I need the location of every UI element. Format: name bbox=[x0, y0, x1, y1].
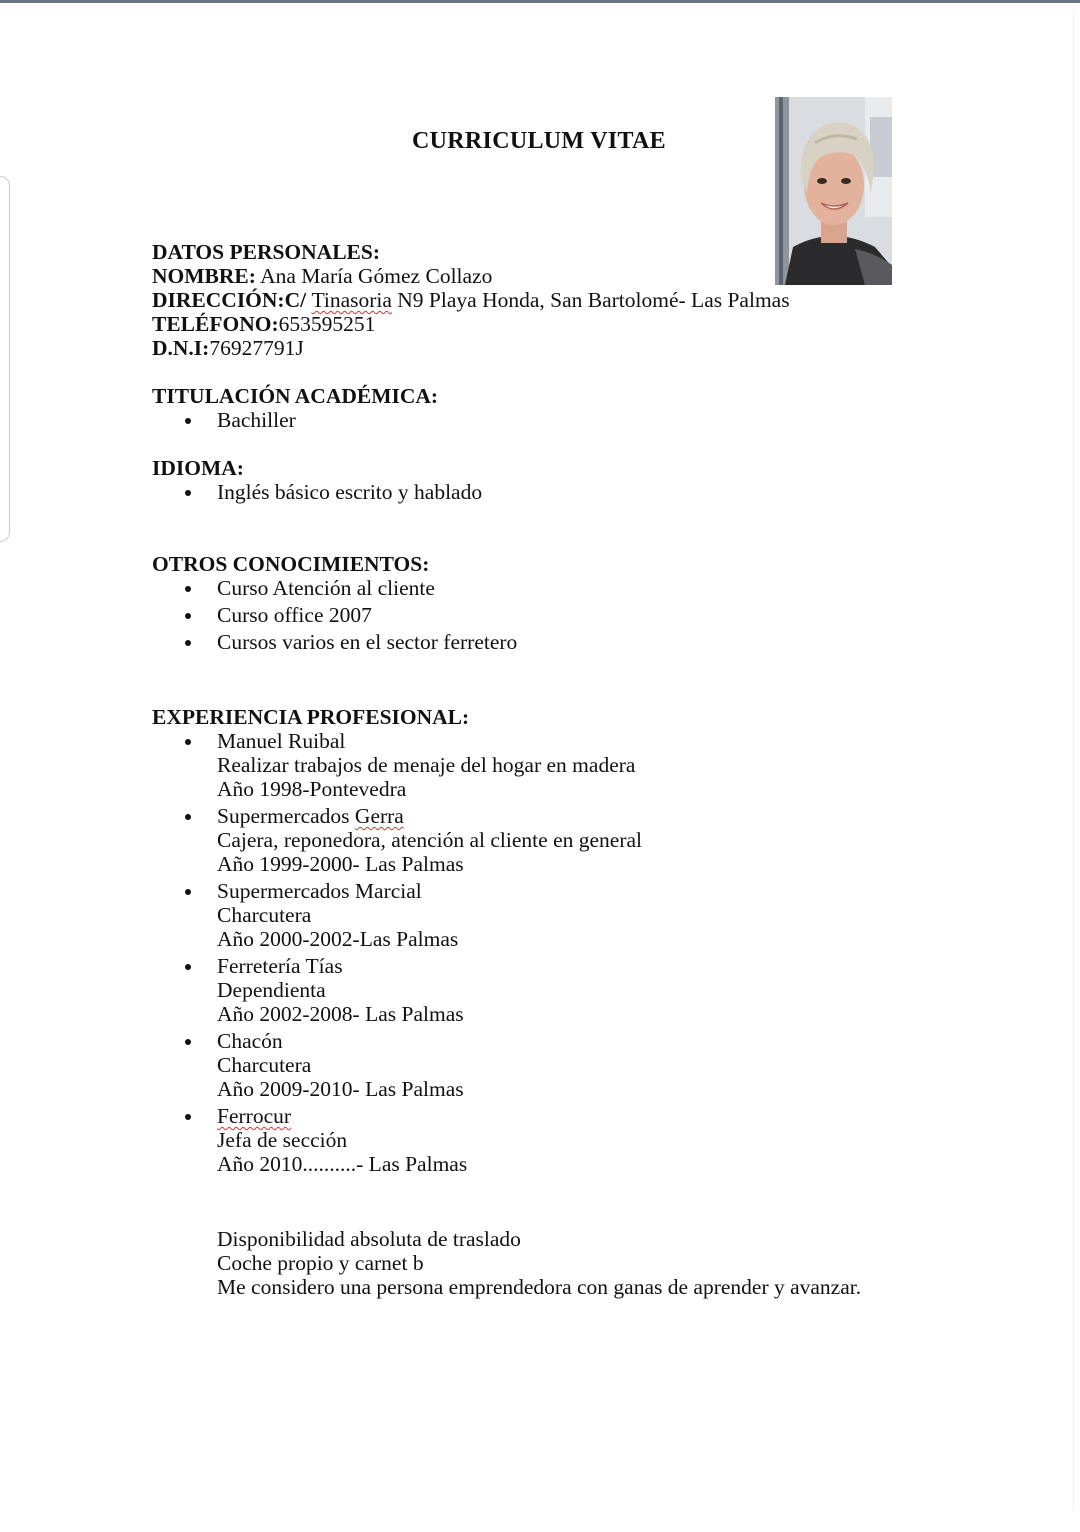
name-value: Ana María Gómez Collazo bbox=[255, 264, 493, 288]
job-company: Ferretería Tías bbox=[217, 954, 343, 978]
bullet-icon bbox=[185, 586, 191, 592]
job-company: Chacón bbox=[217, 1029, 283, 1053]
closing-line: Coche propio y carnet b bbox=[217, 1251, 424, 1275]
other-list bbox=[152, 576, 1012, 654]
job-period: Año 2002-2008- Las Palmas bbox=[217, 1002, 464, 1026]
name-row bbox=[152, 264, 1012, 288]
academic-list bbox=[152, 408, 1012, 432]
job-company: Manuel Ruibal bbox=[217, 729, 346, 753]
bullet-icon bbox=[185, 490, 191, 496]
bullet-icon bbox=[185, 613, 191, 619]
address-prefix: C/ bbox=[284, 288, 312, 312]
personal-section bbox=[152, 240, 1012, 360]
other-heading: OTROS CONOCIMIENTOS: bbox=[152, 552, 430, 576]
cv-content bbox=[152, 240, 1012, 1299]
address-label: DIRECCIÓN: bbox=[152, 288, 285, 312]
phone-row bbox=[152, 312, 1012, 336]
bullet-icon bbox=[185, 739, 191, 745]
closing-notes bbox=[152, 1227, 1012, 1299]
job-period: Año 1998-Pontevedra bbox=[217, 777, 407, 801]
job-period: Año 1999-2000- Las Palmas bbox=[217, 852, 464, 876]
dni-row bbox=[152, 336, 1012, 360]
job-company: Supermercados Gerra bbox=[217, 804, 404, 828]
page-edge bbox=[1073, 10, 1074, 1510]
job-period: Año 2009-2010- Las Palmas bbox=[217, 1077, 464, 1101]
list-item: Cursos varios en el sector ferretero bbox=[152, 630, 1012, 654]
bullet-icon bbox=[185, 1114, 191, 1120]
list-item: Curso office 2007 bbox=[152, 603, 1012, 627]
address-row bbox=[152, 288, 1012, 312]
experience-heading: EXPERIENCIA PROFESIONAL: bbox=[152, 705, 470, 729]
academic-heading: TITULACIÓN ACADÉMICA: bbox=[152, 384, 439, 408]
job-item bbox=[152, 1029, 1012, 1101]
address-street: Tinasoria bbox=[311, 288, 392, 312]
list-item: Bachiller bbox=[152, 408, 1012, 432]
language-heading: IDIOMA: bbox=[152, 456, 244, 480]
dni-label: D.N.I: bbox=[152, 336, 210, 360]
bullet-icon bbox=[185, 418, 191, 424]
job-item bbox=[152, 729, 1012, 801]
address-rest: N9 Playa Honda, San Bartolomé- Las Palmas bbox=[391, 288, 790, 312]
phone-label: TELÉFONO: bbox=[152, 312, 279, 336]
job-company: Ferrocur bbox=[217, 1104, 292, 1128]
closing-line: Me considero una persona emprendedora con ganas de aprender y avanzar. bbox=[217, 1275, 862, 1299]
job-period: Año 2000-2002-Las Palmas bbox=[217, 927, 459, 951]
language-list bbox=[152, 480, 1012, 504]
job-role: Charcutera bbox=[217, 1053, 312, 1077]
bullet-icon bbox=[185, 640, 191, 646]
closing-line: Disponibilidad absoluta de traslado bbox=[217, 1227, 521, 1251]
job-period: Año 2010..........- Las Palmas bbox=[217, 1152, 468, 1176]
academic-section bbox=[152, 384, 1012, 432]
job-role: Realizar trabajos de menaje del hogar en madera bbox=[217, 753, 636, 777]
document-title: CURRICULUM VITAE bbox=[412, 128, 666, 154]
personal-heading: DATOS PERSONALES: bbox=[152, 240, 380, 264]
dni-value: 76927791J bbox=[209, 336, 304, 360]
bullet-icon bbox=[185, 964, 191, 970]
job-item bbox=[152, 1104, 1012, 1176]
job-company: Supermercados Marcial bbox=[217, 879, 422, 903]
job-role: Cajera, reponedora, atención al cliente en general bbox=[217, 828, 642, 852]
side-panel-handle[interactable] bbox=[0, 176, 10, 542]
phone-value: 653595251 bbox=[278, 312, 376, 336]
job-role: Dependienta bbox=[217, 978, 326, 1002]
list-item: Inglés básico escrito y hablado bbox=[152, 480, 1012, 504]
job-item bbox=[152, 804, 1012, 876]
other-knowledge-section bbox=[152, 552, 1012, 654]
list-item: Curso Atención al cliente bbox=[152, 576, 1012, 600]
name-label: NOMBRE: bbox=[152, 264, 256, 288]
bullet-icon bbox=[185, 1039, 191, 1045]
job-item bbox=[152, 954, 1012, 1026]
experience-list bbox=[152, 729, 1012, 1176]
job-item bbox=[152, 879, 1012, 951]
language-section bbox=[152, 456, 1012, 504]
experience-section bbox=[152, 705, 1012, 1176]
bullet-icon bbox=[185, 814, 191, 820]
job-role: Jefa de sección bbox=[217, 1128, 348, 1152]
job-role: Charcutera bbox=[217, 903, 312, 927]
bullet-icon bbox=[185, 889, 191, 895]
